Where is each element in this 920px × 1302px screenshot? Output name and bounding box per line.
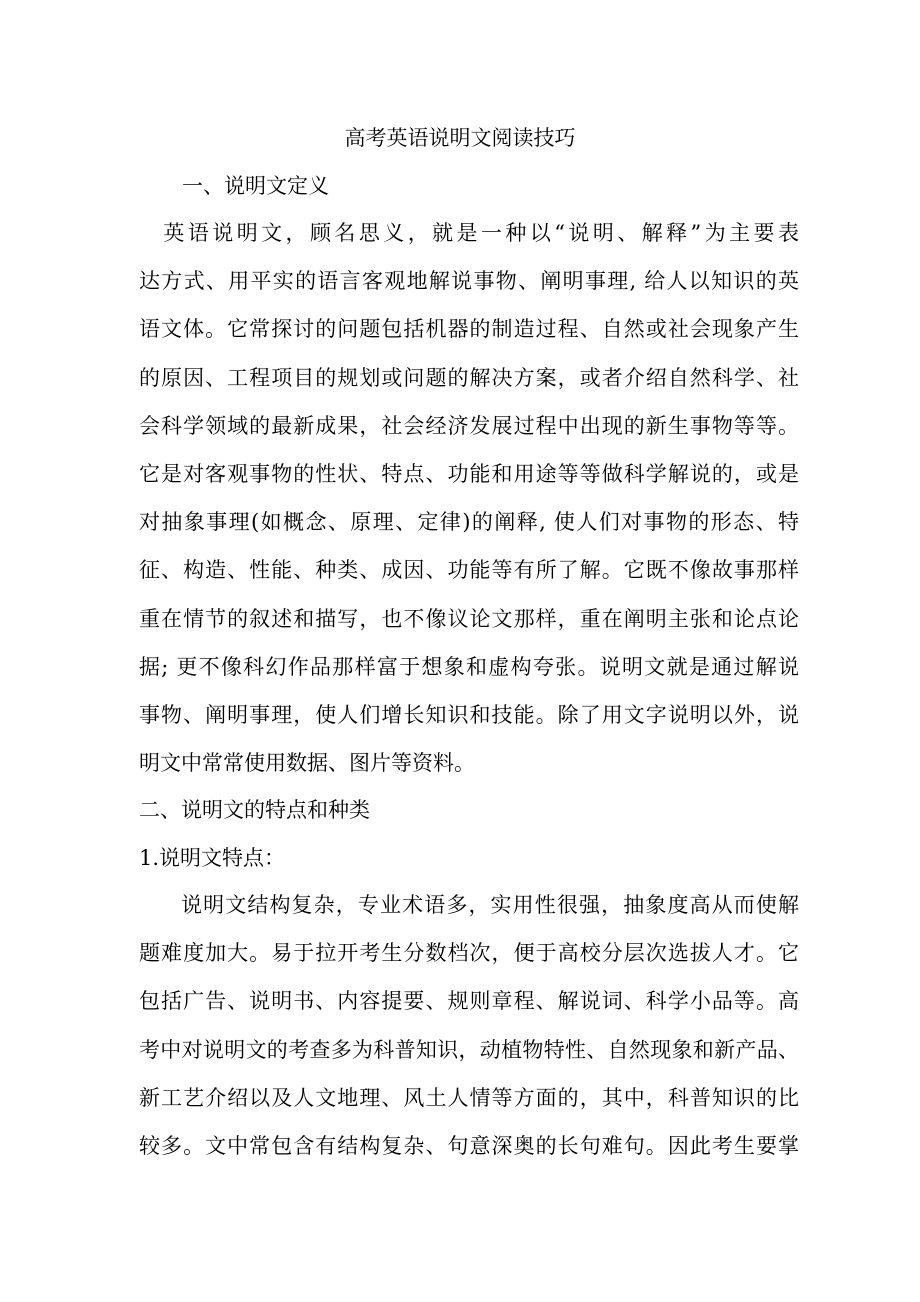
paragraph-line: 新工艺介绍以及人文地理、风土人情等方面的，其中，科普知识的比 [139,1085,799,1110]
paragraph-definition [139,209,799,787]
document-title: 高考英语说明文阅读技巧 [344,126,576,150]
subsection-heading-features: 1.说明文特点： [139,846,286,870]
paragraph-line: 英语说明文，顾名思义，就是一种以“说明、解释”为主要表 [139,221,799,245]
paragraph-line: 明文中常常使用数据、图片等资料。 [139,751,475,776]
paragraph-line: 说明文结构复杂，专业术语多，实用性很强，抽象度高从而使解 [181,893,799,917]
paragraph-line: 达方式、用平实的语言客观地解说事物、阐明事理, 给人以知识的英 [139,269,799,294]
paragraph-line: 较多。文中常包含有结构复杂、句意深奥的长句难句。因此考生要掌 [139,1133,799,1158]
paragraph-line: 事物、阐明事理，使人们增长知识和技能。除了用文字说明以外，说 [139,702,799,727]
paragraph-line: 的原因、工程项目的规划或问题的解决方案，或者介绍自然科学、社 [139,365,799,390]
paragraph-line: 会科学领域的最新成果，社会经济发展过程中出现的新生事物等等。 [139,413,799,438]
paragraph-line: 它是对客观事物的性状、特点、功能和用途等等做科学解说的，或是 [139,461,799,486]
section-heading-definition: 一、说明文定义 [182,174,329,198]
paragraph-line: 对抽象事理(如概念、原理、定律)的阐释, 使人们对事物的形态、特 [139,510,799,535]
paragraph-features [139,881,799,1170]
paragraph-line: 包括广告、说明书、内容提要、规则章程、解说词、科学小品等。高 [139,989,799,1014]
section-heading-features: 二、说明文的特点和种类 [139,798,370,822]
paragraph-line: 据; 更不像科幻作品那样富于想象和虚构夸张。说明文就是通过解说 [139,654,799,679]
paragraph-line: 语文体。它常探讨的问题包括机器的制造过程、自然或社会现象产生 [139,317,799,342]
paragraph-line: 题难度加大。易于拉开考生分数档次，便于高校分层次选拔人才。它 [139,941,799,966]
paragraph-line: 征、构造、性能、种类、成因、功能等有所了解。它既不像故事那样 [139,558,799,583]
paragraph-line: 考中对说明文的考查多为科普知识，动植物特性、自然现象和新产品、 [139,1037,799,1062]
paragraph-line: 重在情节的叙述和描写，也不像议论文那样，重在阐明主张和论点论 [139,606,799,631]
